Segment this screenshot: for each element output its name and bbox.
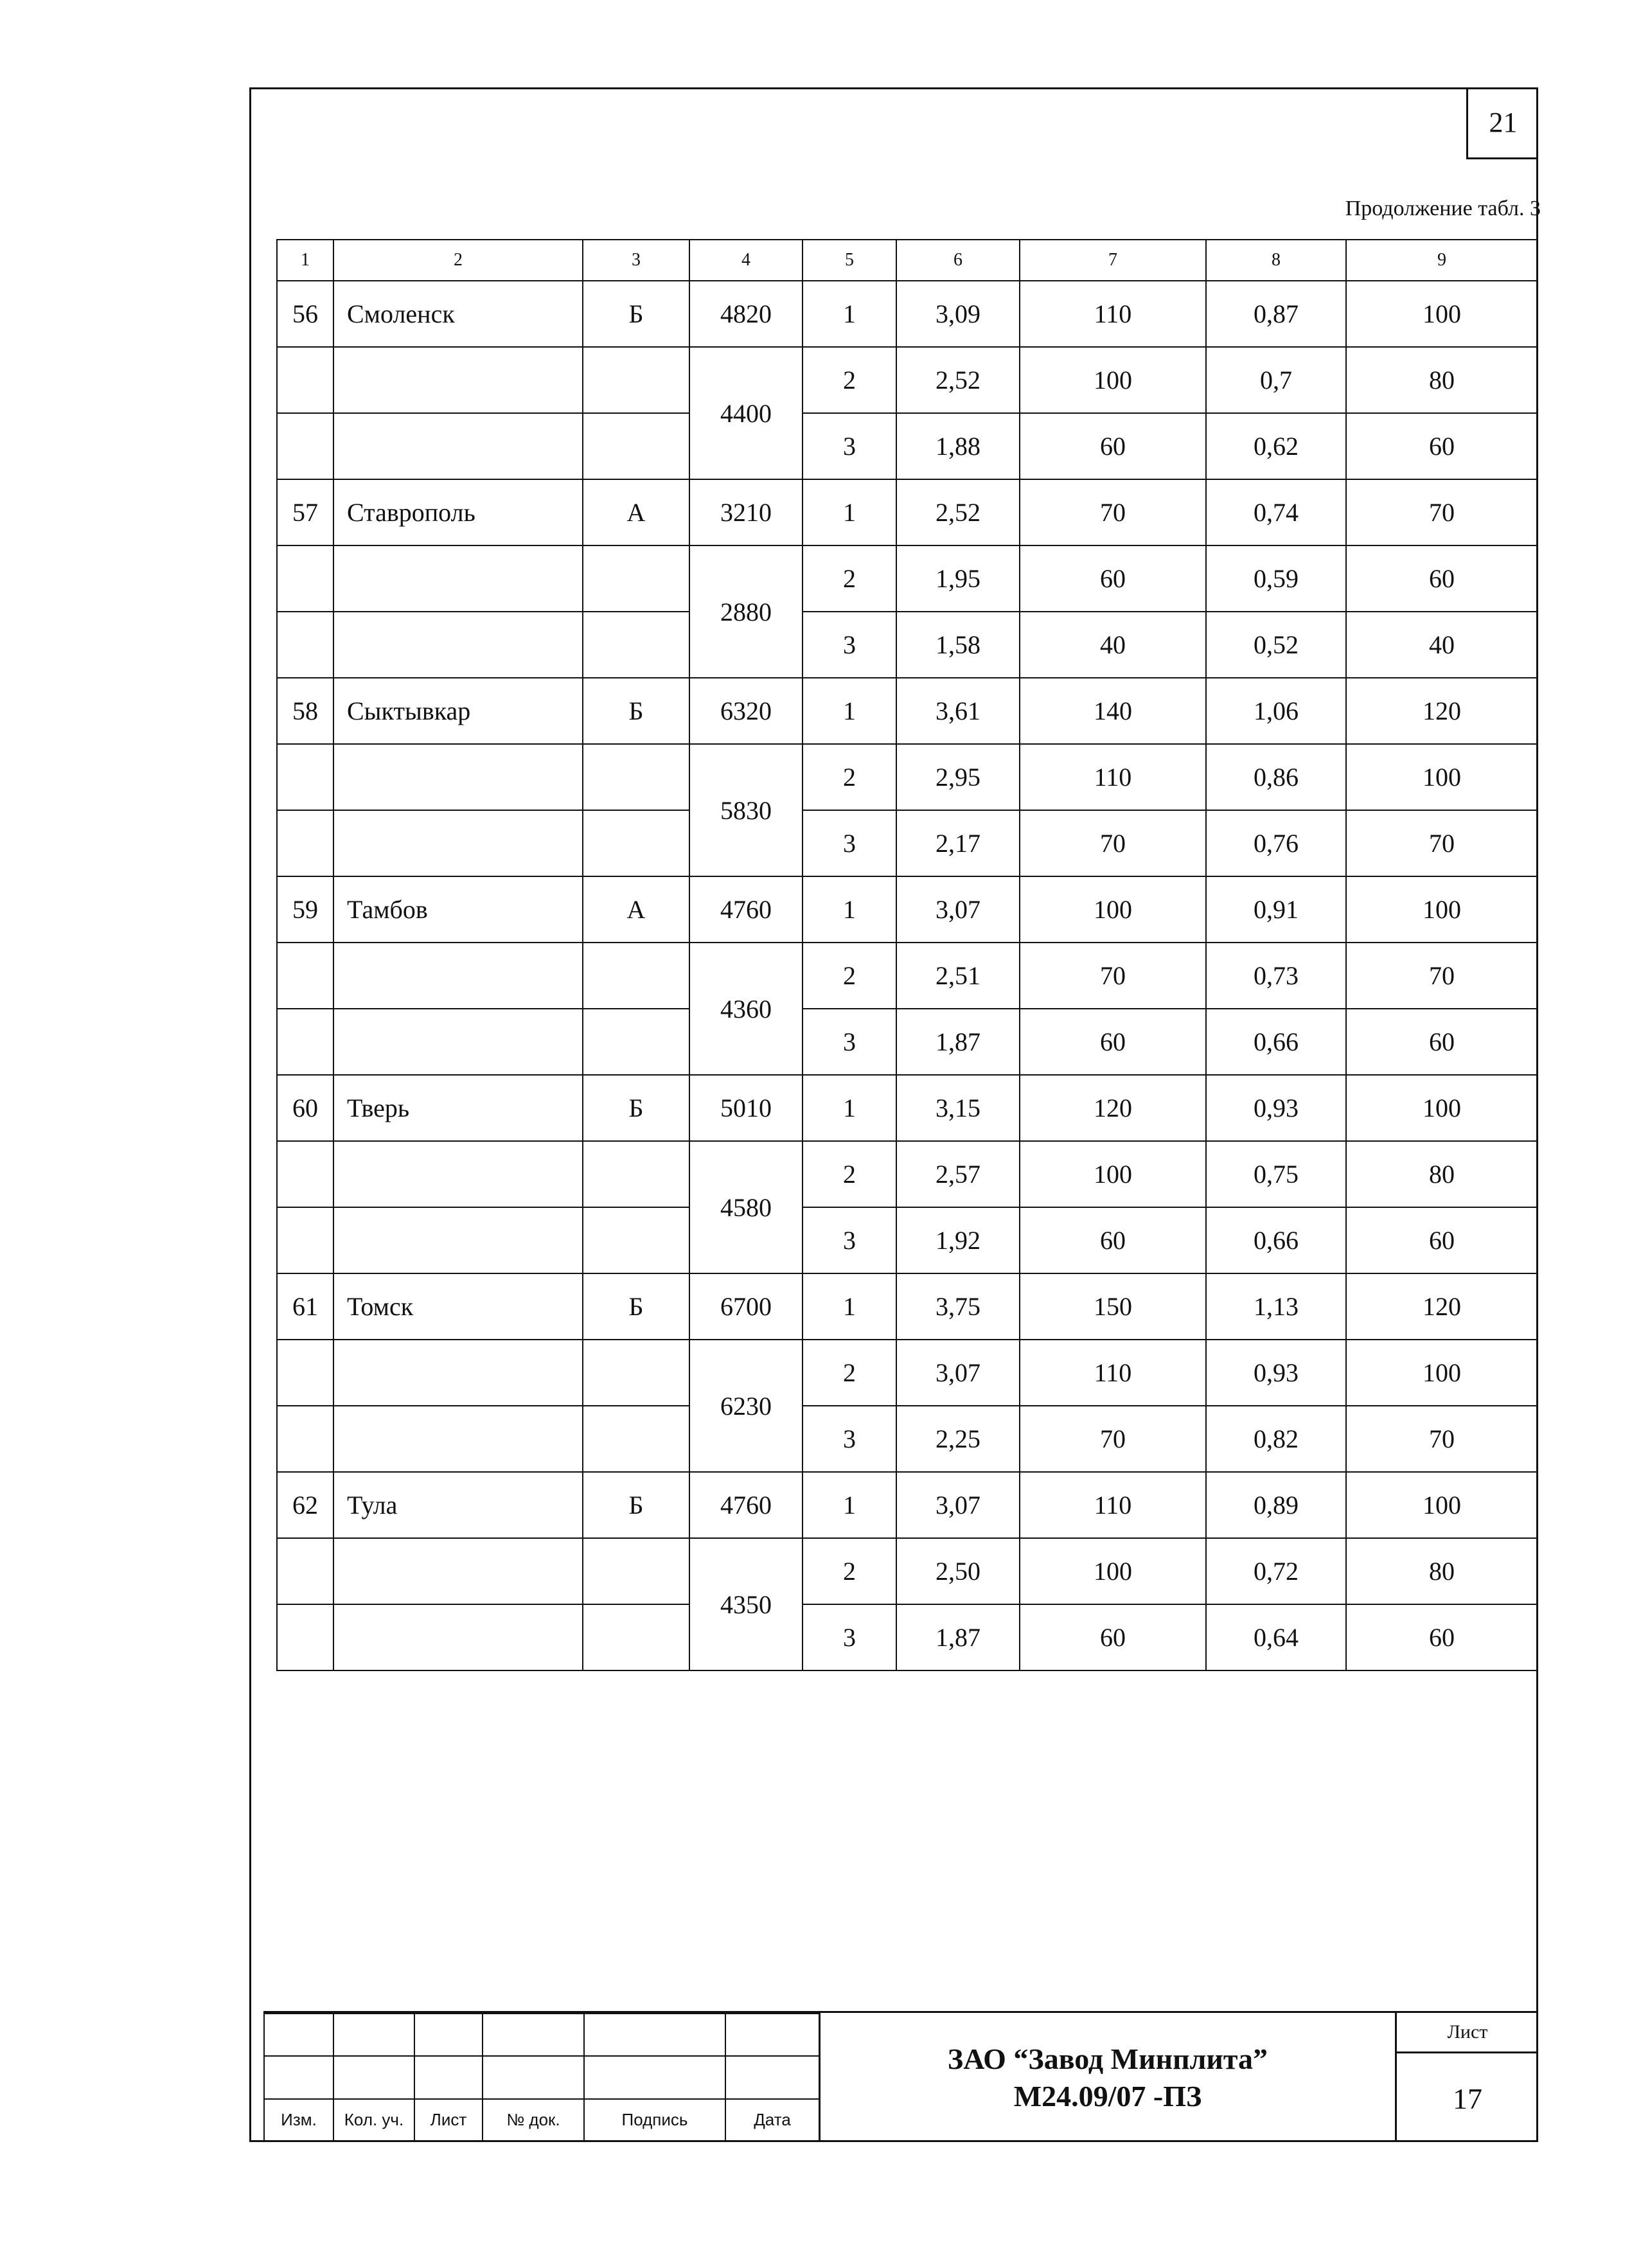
table-row	[277, 479, 1538, 545]
category	[583, 1538, 689, 1604]
value-cell: 0,93	[1206, 1340, 1346, 1406]
value-cell: 70	[1346, 479, 1538, 545]
row-number	[277, 744, 333, 810]
row-number	[277, 1141, 333, 1207]
category	[583, 347, 689, 413]
value-cell: 1,88	[896, 413, 1020, 479]
row-number	[277, 413, 333, 479]
column-header: 4	[689, 240, 803, 281]
value-cell: 1	[803, 479, 896, 545]
value-cell: 3	[803, 1604, 896, 1670]
table-row	[277, 810, 1538, 876]
value-cell: 0,73	[1206, 943, 1346, 1009]
table-row	[277, 678, 1538, 744]
value-cell: 0,93	[1206, 1075, 1346, 1141]
document-code: М24.09/07 -ПЗ	[1013, 2079, 1202, 2113]
value-cell: 2,52	[896, 479, 1020, 545]
value-cell: 120	[1020, 1075, 1206, 1141]
category	[583, 612, 689, 678]
value-cell: 70	[1020, 1406, 1206, 1472]
col4-value: 4760	[689, 876, 803, 943]
value-cell: 70	[1346, 943, 1538, 1009]
value-cell: 1	[803, 1075, 896, 1141]
col4-value: 4360	[689, 943, 803, 1075]
category	[583, 1340, 689, 1406]
table-row	[277, 876, 1538, 943]
value-cell: 0,64	[1206, 1604, 1346, 1670]
value-cell: 1,58	[896, 612, 1020, 678]
category: А	[583, 876, 689, 943]
row-number	[277, 545, 333, 612]
col4-value: 4400	[689, 347, 803, 479]
value-cell: 0,89	[1206, 1472, 1346, 1538]
value-cell: 0,86	[1206, 744, 1346, 810]
value-cell: 150	[1020, 1273, 1206, 1340]
value-cell: 120	[1346, 678, 1538, 744]
value-cell: 80	[1346, 1538, 1538, 1604]
value-cell: 3,15	[896, 1075, 1020, 1141]
category: Б	[583, 1273, 689, 1340]
revision-label: Дата	[725, 2099, 819, 2141]
column-header: 1	[277, 240, 333, 281]
city-name	[333, 1340, 583, 1406]
table-continuation-label: Продолжение табл. 3	[1345, 197, 1541, 220]
table-row	[277, 1273, 1538, 1340]
value-cell: 2,57	[896, 1141, 1020, 1207]
value-cell: 1,92	[896, 1207, 1020, 1273]
value-cell: 100	[1346, 876, 1538, 943]
city-name: Тверь	[333, 1075, 583, 1141]
column-header: 2	[333, 240, 583, 281]
value-cell: 100	[1346, 281, 1538, 347]
city-name	[333, 612, 583, 678]
row-number: 60	[277, 1075, 333, 1141]
city-name	[333, 1538, 583, 1604]
value-cell: 3	[803, 1207, 896, 1273]
col4-value: 4580	[689, 1141, 803, 1273]
value-cell: 60	[1020, 1207, 1206, 1273]
value-cell: 70	[1020, 943, 1206, 1009]
value-cell: 70	[1020, 479, 1206, 545]
city-name	[333, 347, 583, 413]
value-cell: 2,17	[896, 810, 1020, 876]
value-cell: 1,87	[896, 1604, 1020, 1670]
column-header: 3	[583, 240, 689, 281]
row-number	[277, 1009, 333, 1075]
revision-grid	[263, 2013, 820, 2142]
table-row	[277, 943, 1538, 1009]
revision-label: Лист	[414, 2099, 483, 2141]
category	[583, 810, 689, 876]
row-number	[277, 612, 333, 678]
col4-value: 5010	[689, 1075, 803, 1141]
table-row	[277, 347, 1538, 413]
value-cell: 0,87	[1206, 281, 1346, 347]
city-name: Ставрополь	[333, 479, 583, 545]
value-cell: 0,74	[1206, 479, 1346, 545]
value-cell: 0,62	[1206, 413, 1346, 479]
row-number	[277, 1538, 333, 1604]
value-cell: 0,76	[1206, 810, 1346, 876]
value-cell: 2,52	[896, 347, 1020, 413]
value-cell: 70	[1020, 810, 1206, 876]
category: Б	[583, 678, 689, 744]
row-number: 62	[277, 1472, 333, 1538]
category: А	[583, 479, 689, 545]
value-cell: 100	[1346, 1340, 1538, 1406]
value-cell: 3	[803, 810, 896, 876]
value-cell: 60	[1346, 413, 1538, 479]
city-name	[333, 413, 583, 479]
category	[583, 1604, 689, 1670]
value-cell: 100	[1020, 1538, 1206, 1604]
row-number	[277, 1406, 333, 1472]
category	[583, 1406, 689, 1472]
value-cell: 1,06	[1206, 678, 1346, 744]
row-number: 61	[277, 1273, 333, 1340]
col4-value: 5830	[689, 744, 803, 876]
revision-label: № док.	[483, 2099, 584, 2141]
col4-value: 2880	[689, 545, 803, 678]
category	[583, 744, 689, 810]
value-cell: 0,52	[1206, 612, 1346, 678]
value-cell: 2	[803, 1141, 896, 1207]
value-cell: 70	[1346, 810, 1538, 876]
table-row	[277, 281, 1538, 347]
value-cell: 140	[1020, 678, 1206, 744]
row-number: 56	[277, 281, 333, 347]
column-header: 5	[803, 240, 896, 281]
value-cell: 1	[803, 1472, 896, 1538]
col4-value: 4820	[689, 281, 803, 347]
value-cell: 1	[803, 678, 896, 744]
value-cell: 0,59	[1206, 545, 1346, 612]
row-number: 57	[277, 479, 333, 545]
value-cell: 3,75	[896, 1273, 1020, 1340]
col4-value: 6700	[689, 1273, 803, 1340]
value-cell: 2	[803, 943, 896, 1009]
row-number	[277, 1340, 333, 1406]
value-cell: 60	[1346, 1604, 1538, 1670]
value-cell: 2	[803, 1340, 896, 1406]
row-number	[277, 347, 333, 413]
value-cell: 2,25	[896, 1406, 1020, 1472]
row-number: 58	[277, 678, 333, 744]
value-cell: 120	[1346, 1273, 1538, 1340]
col4-value: 6320	[689, 678, 803, 744]
value-cell: 40	[1020, 612, 1206, 678]
value-cell: 3,61	[896, 678, 1020, 744]
city-name	[333, 1604, 583, 1670]
value-cell: 100	[1020, 876, 1206, 943]
value-cell: 0,66	[1206, 1207, 1346, 1273]
value-cell: 2,51	[896, 943, 1020, 1009]
category: Б	[583, 1075, 689, 1141]
value-cell: 0,7	[1206, 347, 1346, 413]
value-cell: 100	[1346, 744, 1538, 810]
row-number	[277, 1207, 333, 1273]
row-number	[277, 1604, 333, 1670]
city-name	[333, 943, 583, 1009]
table-row	[277, 1538, 1538, 1604]
value-cell: 110	[1020, 1340, 1206, 1406]
value-cell: 1,95	[896, 545, 1020, 612]
value-cell: 1	[803, 1273, 896, 1340]
city-name	[333, 1406, 583, 1472]
table-row	[277, 1009, 1538, 1075]
table-row	[277, 1075, 1538, 1141]
table-row	[277, 612, 1538, 678]
value-cell: 2,50	[896, 1538, 1020, 1604]
value-cell: 3,09	[896, 281, 1020, 347]
value-cell: 100	[1020, 347, 1206, 413]
value-cell: 3	[803, 612, 896, 678]
value-cell: 40	[1346, 612, 1538, 678]
value-cell: 3,07	[896, 876, 1020, 943]
value-cell: 110	[1020, 281, 1206, 347]
city-name	[333, 810, 583, 876]
row-number	[277, 943, 333, 1009]
sheet-box-label: Лист	[1397, 2013, 1538, 2053]
value-cell: 3,07	[896, 1472, 1020, 1538]
col4-value: 4760	[689, 1472, 803, 1538]
col4-value: 3210	[689, 479, 803, 545]
city-name	[333, 1009, 583, 1075]
value-cell: 2	[803, 1538, 896, 1604]
revision-label: Подпись	[584, 2099, 725, 2141]
organization-name: ЗАО “Завод Минплита”	[947, 2042, 1268, 2075]
value-cell: 1,13	[1206, 1273, 1346, 1340]
value-cell: 0,66	[1206, 1009, 1346, 1075]
value-cell: 60	[1346, 1009, 1538, 1075]
column-header: 8	[1206, 240, 1346, 281]
value-cell: 80	[1346, 347, 1538, 413]
table-row	[277, 413, 1538, 479]
value-cell: 3	[803, 1009, 896, 1075]
sheet-box-value: 17	[1453, 2082, 1482, 2115]
value-cell: 2	[803, 545, 896, 612]
value-cell: 60	[1020, 1604, 1206, 1670]
table-row	[277, 744, 1538, 810]
sheet-box	[1397, 2013, 1538, 2142]
city-name	[333, 545, 583, 612]
value-cell: 2	[803, 744, 896, 810]
header-row	[277, 240, 1538, 281]
value-cell: 1,87	[896, 1009, 1020, 1075]
category	[583, 413, 689, 479]
value-cell: 70	[1346, 1406, 1538, 1472]
category: Б	[583, 281, 689, 347]
value-cell: 100	[1346, 1075, 1538, 1141]
city-name	[333, 1141, 583, 1207]
column-header: 9	[1346, 240, 1538, 281]
row-number: 59	[277, 876, 333, 943]
table-row	[277, 1141, 1538, 1207]
value-cell: 100	[1346, 1472, 1538, 1538]
table-row	[277, 1406, 1538, 1472]
revision-label: Кол. уч.	[333, 2099, 414, 2141]
value-cell: 0,82	[1206, 1406, 1346, 1472]
col4-value: 6230	[689, 1340, 803, 1472]
value-cell: 100	[1020, 1141, 1206, 1207]
city-name: Тамбов	[333, 876, 583, 943]
column-header: 6	[896, 240, 1020, 281]
category	[583, 1009, 689, 1075]
table-row	[277, 1340, 1538, 1406]
category: Б	[583, 1472, 689, 1538]
revision-label: Изм.	[264, 2099, 333, 2141]
column-header: 7	[1020, 240, 1206, 281]
value-cell: 3	[803, 413, 896, 479]
value-cell: 1	[803, 876, 896, 943]
value-cell: 1	[803, 281, 896, 347]
city-name	[333, 1207, 583, 1273]
table-row	[277, 1207, 1538, 1273]
value-cell: 2	[803, 347, 896, 413]
value-cell: 110	[1020, 1472, 1206, 1538]
table-row	[277, 1604, 1538, 1670]
category	[583, 545, 689, 612]
value-cell: 60	[1020, 545, 1206, 612]
city-name: Смоленск	[333, 281, 583, 347]
city-name: Томск	[333, 1273, 583, 1340]
value-cell: 60	[1020, 1009, 1206, 1075]
value-cell: 3	[803, 1406, 896, 1472]
title-block	[263, 2011, 1538, 2142]
table-row	[277, 545, 1538, 612]
category	[583, 1207, 689, 1273]
row-number	[277, 810, 333, 876]
value-cell: 0,75	[1206, 1141, 1346, 1207]
col4-value: 4350	[689, 1538, 803, 1670]
value-cell: 80	[1346, 1141, 1538, 1207]
city-name: Сыктывкар	[333, 678, 583, 744]
value-cell: 3,07	[896, 1340, 1020, 1406]
value-cell: 2,95	[896, 744, 1020, 810]
city-name: Тула	[333, 1472, 583, 1538]
category	[583, 943, 689, 1009]
value-cell: 110	[1020, 744, 1206, 810]
table-row	[277, 1472, 1538, 1538]
value-cell: 60	[1020, 413, 1206, 479]
value-cell: 60	[1346, 1207, 1538, 1273]
data-table	[276, 239, 1538, 1671]
category	[583, 1141, 689, 1207]
value-cell: 0,91	[1206, 876, 1346, 943]
document-title	[819, 2013, 1397, 2142]
value-cell: 0,72	[1206, 1538, 1346, 1604]
city-name	[333, 744, 583, 810]
value-cell: 60	[1346, 545, 1538, 612]
sheet-number: 21	[1466, 87, 1538, 159]
